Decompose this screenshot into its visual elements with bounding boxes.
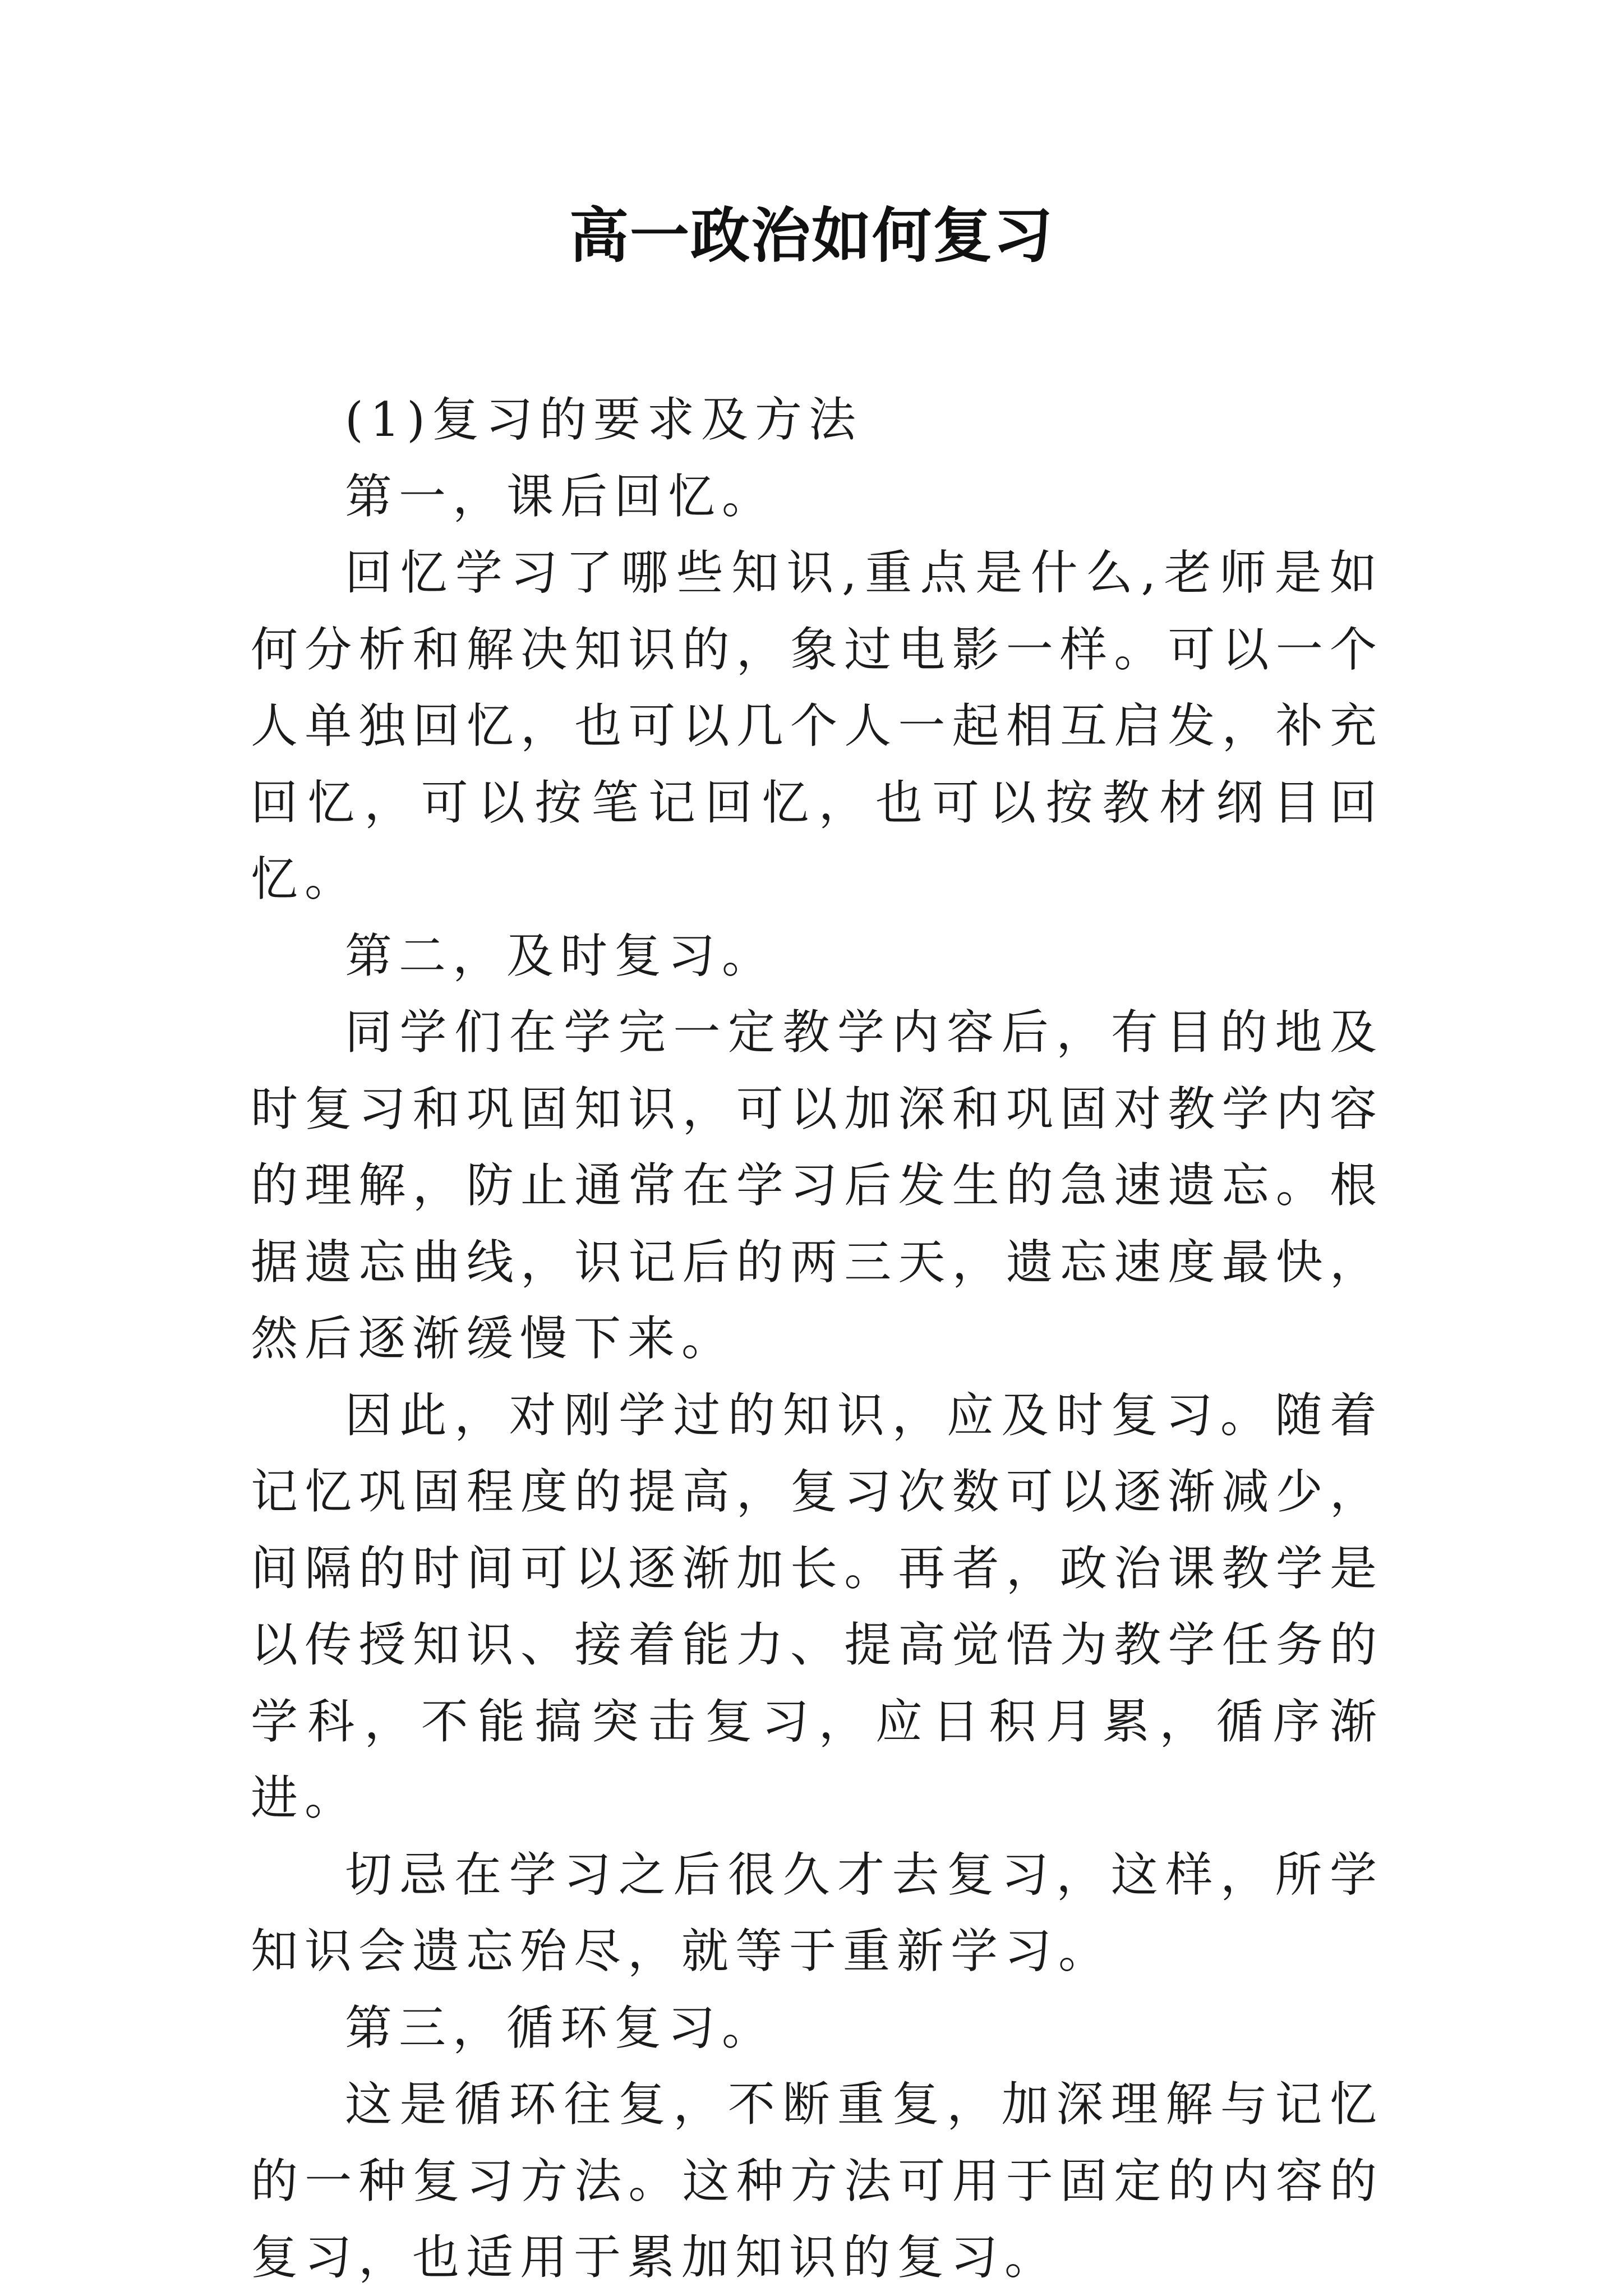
subheading-second: 第二，及时复习。 [345,928,776,983]
section-heading: (1)复习的要求及方法 [345,392,863,447]
document-title: 高一政治如何复习 [569,200,1054,270]
paragraph-recall: 回忆学习了哪些知识,重点是什么,老师是如何分析和解决知识的，象过电影一样。可以一个人单独回忆，也可以几个人一起相互启发，补充回忆，可以按笔记回忆，也可以按教材纲目回忆。 [251,545,1384,907]
paragraph-therefore: 因此，对刚学过的知识，应及时复习。随着记忆巩固程度的提高，复习次数可以逐渐减少，间隔的时间可以逐渐加长。再者，政治课教学是以传授知识、接着能力、提高觉悟为教学任务的学科，不能搞突击复习，应日积月累，循序渐进。 [251,1387,1384,1825]
paragraph-avoid-delay: 切忌在学习之后很久才去复习，这样，所学知识会遗忘殆尽，就等于重新学习。 [251,1847,1384,1978]
document-body [251,381,1384,2296]
paragraph-cyclic-review: 这是循环往复，不断重复，加深理解与记忆的一种复习方法。这种方法可用于固定的内容的复习，也适用于累加知识的复习。 [251,2077,1384,2285]
paragraph-timely-review: 同学们在学完一定教学内容后，有目的地及时复习和巩固知识，可以加深和巩固对教学内容的理解，防止通常在学习后发生的急速遗忘。根据遗忘曲线，识记后的两三天，遗忘速度最快，然后逐渐缓慢下来。 [251,1005,1384,1366]
subheading-first: 第一，课后回忆。 [345,468,776,524]
subheading-third: 第三，循环复习。 [345,2000,776,2055]
